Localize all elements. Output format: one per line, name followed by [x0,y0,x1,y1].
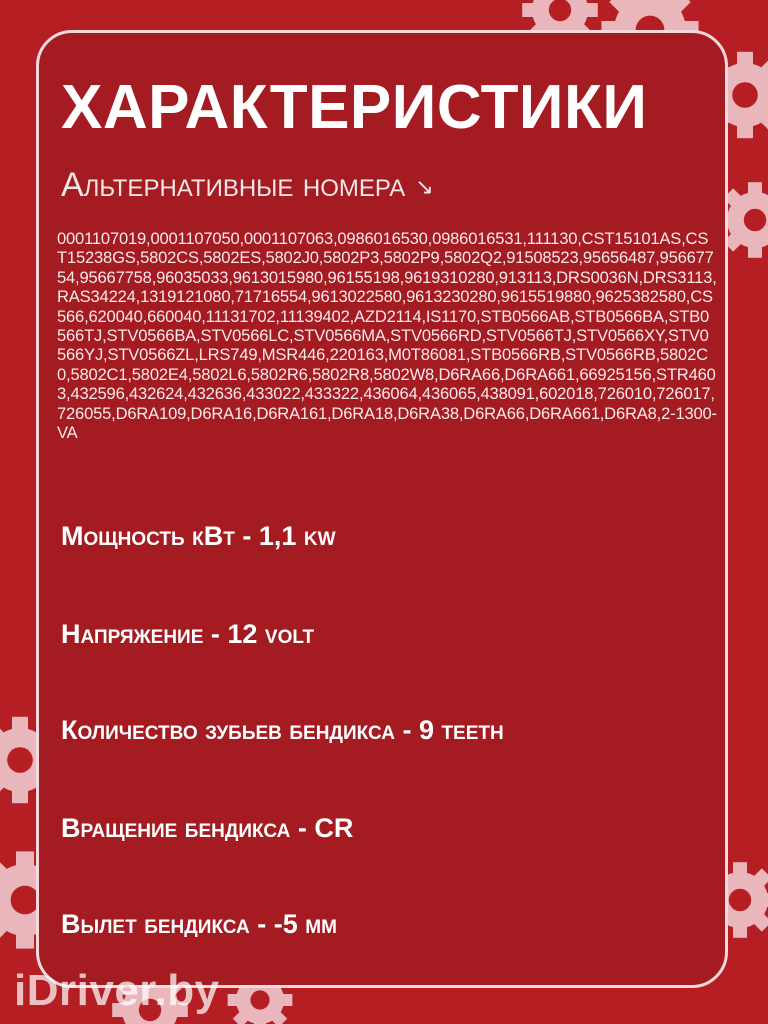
watermark-logo: iDriver.by [14,966,220,1015]
spec-value: 9 teeth [418,715,504,745]
spec-label: Вылет бендикса - [61,909,274,939]
spec-value: -5 мм [273,909,337,939]
spec-label: Количество зубьев бендикса - [61,715,419,745]
spec-power [61,519,336,553]
spec-voltage [61,617,314,651]
specs-card [36,30,728,988]
alt-numbers-heading [61,165,434,207]
alt-numbers-list: 0001107019,0001107050,0001107063,0986016530,0986016531,111130,CST15101AS,CST15238GS,5802CS,5802ES,5802J0,5802P3,5802P9,5802Q2,91508523,95656487,95667754,95667758,96035033,9613015980,96155198,9619310280,913113,DRS0036N,DRS3113,RAS34224,1319121080,71716554,9613022580,9613230280,9615519880,9625382580,CS566,620040,660040,11131702,11139402,AZD2114,IS1170,STB0566AB,STB0566BA,STB0566TJ,STV0566BA,STV0566LC,STV0566MA,STV0566RD,STV0566TJ,STV0566XY,STV0566YJ,STV0566ZL,LRS749,MSR446,220163,M0T86081,STB0566RB,STV0566RB,5802C0,5802C1,5802E4,5802L6,5802R6,5802R8,5802W8,D6RA66,D6RA661,66925156,STR4603,432596,432624,432636,433022,433322,436064,436065,438091,602018,726010,726017,726055,D6RA109,D6RA16,D6RA161,D6RA18,D6RA38,D6RA66,D6RA661,D6RA8,2-1300-VA [57,229,717,443]
alt-numbers-heading-text: Альтернативные номера [61,166,406,204]
arrow-down-right-icon: ↘ [415,174,434,200]
spec-overhang [61,907,337,941]
spec-teeth [61,713,504,747]
spec-label: Вращение бендикса - [61,813,315,843]
spec-label: Напряжение - [61,619,228,649]
page-title: ХАРАКТЕРИСТИКИ [61,73,648,142]
spec-value: 12 volt [227,619,315,649]
spec-label: Мощность кВт - [61,521,259,551]
spec-value: CR [314,813,354,843]
spec-rotation [61,811,353,845]
spec-value: 1,1 kw [258,521,336,551]
